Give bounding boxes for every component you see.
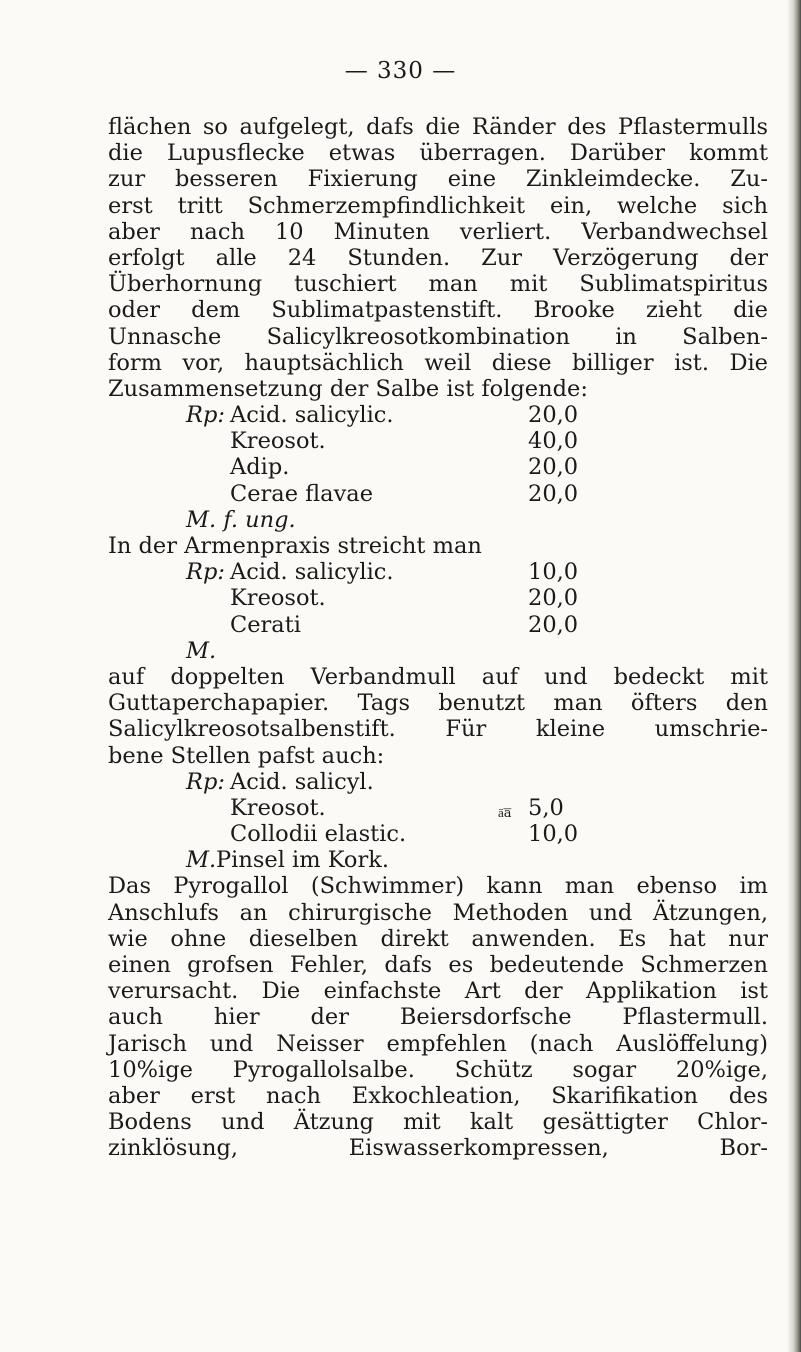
recipe-ingredient: Acid. salicylic. (230, 402, 394, 429)
text-line: Unnasche Salicylkreosotkombination in Salben- (108, 323, 768, 350)
recipe-row (108, 481, 768, 507)
text-line: oder dem Sublimatpastenstift. Brooke zieht die (108, 297, 768, 324)
text-line: Guttaperchapapier. Tags benutzt man öfters den (108, 690, 768, 717)
text-line: aber nach 10 Minuten verliert. Verbandwechsel (108, 218, 768, 245)
recipe-3 (108, 769, 768, 874)
recipe-ingredient: Kreosot. (230, 585, 326, 612)
recipe-closing: M. (186, 637, 217, 664)
text-line: Zusammensetzung der Salbe ist folgende: (108, 375, 588, 402)
recipe-ingredient: Acid. salicyl. (230, 768, 374, 795)
recipe-amount: 20,0 (528, 480, 579, 507)
recipe-ingredient: Kreosot. (230, 428, 326, 455)
recipe-label: Rp: (186, 559, 225, 586)
text-line: auch hier der Beiersdorfsche Pflastermull. (108, 1004, 768, 1031)
recipe-amount: 20,0 (528, 402, 579, 429)
text-line: verursacht. Die einfachste Art der Applikation ist (108, 978, 768, 1005)
recipe-row (108, 769, 768, 795)
recipe-amount: 40,0 (528, 428, 579, 455)
text-line: wie ohne dieselben direkt anwenden. Es hat nur (108, 925, 768, 952)
recipe-closing: M. f. ung. (186, 506, 296, 533)
recipe-label: Rp: (186, 768, 225, 795)
text-line: auf doppelten Verbandmull auf und bedeckt mit (108, 663, 768, 690)
text-line: Anschlufs an chirurgische Methoden und Ätzungen, (108, 899, 768, 926)
recipe-row (108, 585, 768, 611)
recipe-row (108, 454, 768, 480)
text-line: Überhornung tuschiert man mit Sublimatspiritus (108, 271, 768, 298)
recipe-amount: 5,0 (528, 794, 564, 821)
recipe-row (108, 612, 768, 638)
text-line: einen grofsen Fehler, dafs es bedeutende Schmerzen (108, 952, 768, 978)
recipe-row (108, 638, 768, 664)
recipe-ingredient: Cerati (230, 611, 301, 638)
text-line: Das Pyrogallol (Schwimmer) kann man ebenso im (108, 873, 768, 900)
recipe-closing: M. (186, 847, 217, 874)
recipe-row (108, 402, 768, 428)
text-line: aber erst nach Exkochleation, Skarifikation des (108, 1082, 768, 1109)
body-text (108, 114, 768, 1162)
recipe-row (108, 795, 768, 821)
recipe-ingredient: Collodii elastic. (230, 821, 407, 848)
recipe-amount: 20,0 (528, 454, 579, 481)
text-line: zur besseren Fixierung eine Zinkleimdecke. Zu- (108, 166, 768, 193)
recipe-amount: 10,0 (528, 821, 579, 848)
recipe-ingredient: Adip. (230, 454, 290, 481)
recipe-row (108, 507, 768, 533)
page-edge-shadow (787, 0, 801, 1352)
text-line: form vor, hauptsächlich weil diese billiger ist. Die (108, 349, 768, 376)
text-line: Salicylkreosotsalbenstift. Für kleine umschrie- (108, 716, 768, 743)
recipe-amount: 10,0 (528, 559, 579, 586)
recipe-row (108, 847, 768, 873)
text-line: 10%ige Pyrogallolsalbe. Schütz sogar 20%ige, (108, 1056, 768, 1083)
recipe-1 (108, 402, 768, 533)
text-line: die Lupusflecke etwas überragen. Darüber kommt (108, 140, 768, 167)
page-number: — 330 — (344, 58, 457, 84)
text-line: In der Armenpraxis streicht man (108, 533, 482, 559)
recipe-ingredient: Kreosot. (230, 794, 326, 821)
text-line: erst tritt Schmerzempfindlichkeit ein, welche sich (108, 192, 768, 219)
recipe-amount: 20,0 (528, 611, 579, 638)
text-line: Jarisch und Neisser empfehlen (nach Auslöffelung) (108, 1030, 768, 1057)
recipe-label: Rp: (186, 402, 225, 429)
text-line: erfolgt alle 24 Stunden. Zur Verzögerung der (108, 244, 768, 271)
recipe-2 (108, 559, 768, 664)
text-line: zinklösung, Eiswasserkompressen, Bor- (108, 1135, 768, 1162)
recipe-ingredient: Acid. salicylic. (230, 559, 394, 586)
recipe-ingredient: Cerae flavae (230, 480, 374, 507)
text-line: Bodens und Ätzung mit kalt gesättigter Chlor- (108, 1109, 768, 1136)
recipe-row (108, 821, 768, 847)
text-line: bene Stellen pafst auch: (108, 742, 385, 769)
recipe-amount: 20,0 (528, 585, 579, 612)
text-line: flächen so aufgelegt, dafs die Ränder des Pflastermulls (108, 114, 768, 140)
recipe-row (108, 428, 768, 454)
recipe-aa-mark: ā͞a (498, 805, 512, 821)
recipe-row (108, 559, 768, 585)
recipe-closing-text: Pinsel im Kork. (216, 847, 390, 874)
